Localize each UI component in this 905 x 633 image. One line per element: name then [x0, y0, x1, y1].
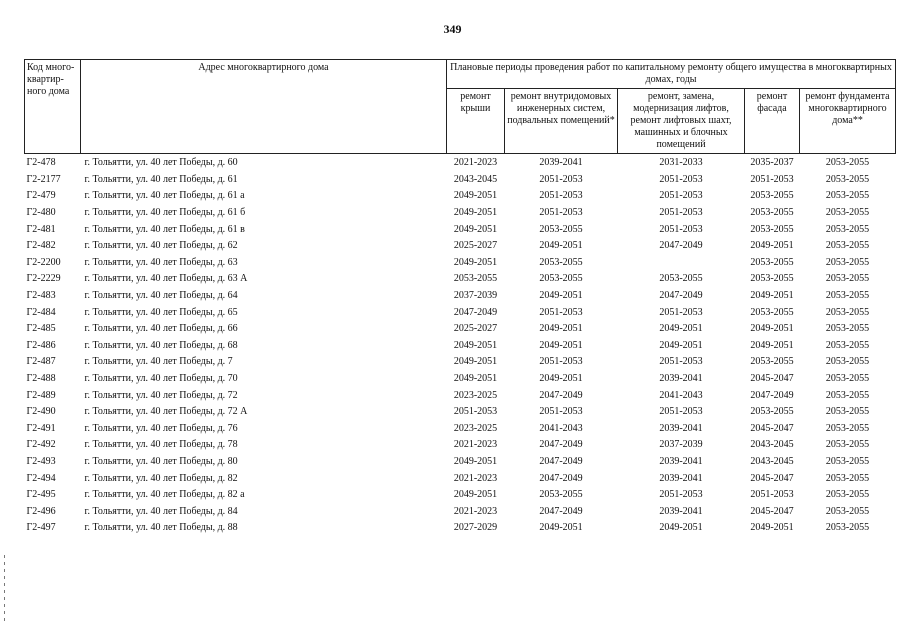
- table-row: [25, 304, 896, 321]
- cell-systems: 2049-2051: [539, 240, 583, 252]
- cell-address: г. Тольятти, ул. 40 лет Победы, д. 72 А: [84, 406, 248, 418]
- cell-foundation: 2053-2055: [825, 422, 870, 434]
- table-row: [25, 437, 896, 454]
- cell-code: Г2-487: [26, 356, 56, 368]
- cell-facade: 2049-2051: [750, 323, 794, 335]
- cell-code: Г2-492: [26, 439, 56, 451]
- cell-facade: 2051-2053: [750, 173, 794, 185]
- cell-address: г. Тольятти, ул. 40 лет Победы, д. 82 а: [84, 489, 245, 501]
- cell-foundation: 2053-2055: [825, 223, 870, 235]
- cell-roof: 2025-2027: [453, 240, 498, 252]
- cell-roof: 2049-2051: [453, 356, 498, 368]
- cell-facade: 2045-2047: [750, 472, 794, 484]
- cell-foundation: 2053-2055: [825, 389, 870, 401]
- cell-foundation: 2053-2055: [825, 173, 870, 185]
- cell-code: Г2-2229: [26, 273, 61, 285]
- cell-foundation: 2053-2055: [825, 190, 870, 202]
- cell-lifts: 2051-2053: [659, 406, 703, 418]
- cell-foundation: 2053-2055: [825, 273, 870, 285]
- table-row: [25, 338, 896, 355]
- cell-facade: 2043-2045: [750, 455, 794, 467]
- cell-roof: 2049-2051: [453, 455, 498, 467]
- cell-roof: 2051-2053: [453, 406, 498, 418]
- cell-lifts: 2047-2049: [659, 240, 703, 252]
- cell-lifts: 2051-2053: [659, 207, 703, 219]
- cell-code: Г2-479: [26, 190, 56, 202]
- cell-roof: 2049-2051: [453, 190, 498, 202]
- cell-foundation: 2053-2055: [825, 323, 870, 335]
- cell-lifts: 2051-2053: [659, 489, 703, 501]
- cell-roof: 2025-2027: [453, 323, 498, 335]
- cell-lifts: 2051-2053: [659, 356, 703, 368]
- table-row: [25, 404, 896, 421]
- cell-foundation: 2053-2055: [825, 256, 870, 268]
- cell-roof: 2023-2025: [453, 422, 498, 434]
- table-row: [25, 454, 896, 471]
- capital-repair-table: [24, 59, 896, 537]
- header-lifts: ремонт, замена, модернизация лифтов, ремонт лифтовых шахт, машинных и блочных помещений: [618, 89, 745, 154]
- header-foundation: ремонт фундамента многоквартирного дома**: [800, 89, 896, 154]
- cell-systems: 2047-2049: [539, 505, 583, 517]
- cell-code: Г2-2177: [26, 173, 61, 185]
- header-code: Код много-квартир-ного дома: [25, 60, 81, 154]
- cell-address: г. Тольятти, ул. 40 лет Победы, д. 61 б: [84, 207, 246, 219]
- cell-systems: 2047-2049: [539, 455, 583, 467]
- cell-systems: 2051-2053: [539, 306, 583, 318]
- cell-systems: 2051-2053: [539, 356, 583, 368]
- cell-systems: 2049-2051: [539, 522, 583, 534]
- cell-systems: 2049-2051: [539, 323, 583, 335]
- cell-facade: 2035-2037: [750, 157, 794, 169]
- header-systems: ремонт внутридомовых инженерных систем, подвальных помещений*: [505, 89, 618, 154]
- table-row: [25, 421, 896, 438]
- cell-roof: 2049-2051: [453, 223, 498, 235]
- cell-foundation: 2053-2055: [825, 522, 870, 534]
- header-periods: Плановые периоды проведения работ по капитальному ремонту общего имущества в многоквартирных домах, годы: [447, 60, 896, 89]
- cell-systems: 2053-2055: [539, 489, 583, 501]
- cell-facade: 2049-2051: [750, 290, 794, 302]
- cell-code: Г2-491: [26, 422, 56, 434]
- cell-roof: 2049-2051: [453, 339, 498, 351]
- cell-foundation: 2053-2055: [825, 339, 870, 351]
- cell-address: г. Тольятти, ул. 40 лет Победы, д. 60: [84, 157, 238, 169]
- cell-lifts: [618, 255, 745, 272]
- cell-code: Г2-495: [26, 489, 56, 501]
- table-row: [25, 487, 896, 504]
- cell-address: г. Тольятти, ул. 40 лет Победы, д. 63: [84, 256, 238, 268]
- cell-foundation: 2053-2055: [825, 373, 870, 385]
- cell-address: г. Тольятти, ул. 40 лет Победы, д. 61: [84, 173, 238, 185]
- cell-facade: 2053-2055: [750, 223, 794, 235]
- cell-foundation: 2053-2055: [825, 157, 870, 169]
- cell-code: Г2-488: [26, 373, 56, 385]
- table-row: [25, 271, 896, 288]
- table-row: [25, 354, 896, 371]
- table-row: [25, 205, 896, 222]
- cell-systems: 2053-2055: [539, 223, 583, 235]
- cell-address: г. Тольятти, ул. 40 лет Победы, д. 61 а: [84, 190, 245, 202]
- cell-roof: 2023-2025: [453, 389, 498, 401]
- cell-facade: 2049-2051: [750, 339, 794, 351]
- cell-facade: 2045-2047: [750, 422, 794, 434]
- cell-foundation: 2053-2055: [825, 489, 870, 501]
- cell-foundation: 2053-2055: [825, 505, 870, 517]
- cell-foundation: 2053-2055: [825, 406, 870, 418]
- cell-lifts: 2041-2043: [659, 389, 703, 401]
- cell-foundation: 2053-2055: [825, 207, 870, 219]
- table-row: [25, 255, 896, 272]
- cell-code: Г2-486: [26, 339, 56, 351]
- table-row: [25, 238, 896, 255]
- cell-foundation: 2053-2055: [825, 472, 870, 484]
- cell-facade: 2053-2055: [750, 406, 794, 418]
- cell-foundation: 2053-2055: [825, 356, 870, 368]
- cell-address: г. Тольятти, ул. 40 лет Победы, д. 84: [84, 505, 238, 517]
- table-body: [25, 154, 896, 537]
- cell-address: г. Тольятти, ул. 40 лет Победы, д. 64: [84, 290, 238, 302]
- cell-address: г. Тольятти, ул. 40 лет Победы, д. 88: [84, 522, 238, 534]
- cell-code: Г2-494: [26, 472, 56, 484]
- cell-code: Г2-484: [26, 306, 56, 318]
- cell-code: Г2-483: [26, 290, 56, 302]
- cell-foundation: 2053-2055: [825, 240, 870, 252]
- cell-lifts: 2049-2051: [659, 339, 703, 351]
- cell-systems: 2051-2053: [539, 207, 583, 219]
- cell-lifts: 2039-2041: [659, 422, 703, 434]
- cell-lifts: 2049-2051: [659, 323, 703, 335]
- cell-address: г. Тольятти, ул. 40 лет Победы, д. 68: [84, 339, 238, 351]
- cell-address: г. Тольятти, ул. 40 лет Победы, д. 62: [84, 240, 238, 252]
- cell-code: Г2-489: [26, 389, 56, 401]
- table-row: [25, 387, 896, 404]
- cell-facade: 2053-2055: [750, 207, 794, 219]
- cell-systems: 2039-2041: [539, 157, 583, 169]
- cell-systems: 2047-2049: [539, 439, 583, 451]
- cell-systems: 2053-2055: [539, 256, 583, 268]
- cell-address: г. Тольятти, ул. 40 лет Победы, д. 76: [84, 422, 238, 434]
- cell-lifts: 2039-2041: [659, 373, 703, 385]
- cell-systems: 2047-2049: [539, 472, 583, 484]
- cell-roof: 2049-2051: [453, 207, 498, 219]
- cell-roof: 2021-2023: [453, 472, 498, 484]
- cell-roof: 2021-2023: [453, 505, 498, 517]
- cell-facade: 2049-2051: [750, 522, 794, 534]
- cell-address: г. Тольятти, ул. 40 лет Победы, д. 63 А: [84, 273, 248, 285]
- header-facade: ремонт фасада: [745, 89, 800, 154]
- table-row: [25, 503, 896, 520]
- cell-lifts: 2051-2053: [659, 173, 703, 185]
- cell-roof: 2049-2051: [453, 489, 498, 501]
- cell-systems: 2049-2051: [539, 290, 583, 302]
- cell-systems: 2047-2049: [539, 389, 583, 401]
- table-row: [25, 188, 896, 205]
- table-row: [25, 221, 896, 238]
- cell-roof: 2047-2049: [453, 306, 498, 318]
- cell-roof: 2049-2051: [453, 373, 498, 385]
- cell-address: г. Тольятти, ул. 40 лет Победы, д. 82: [84, 472, 238, 484]
- header-roof: ремонт крыши: [447, 89, 505, 154]
- cell-foundation: 2053-2055: [825, 439, 870, 451]
- cell-code: Г2-497: [26, 522, 56, 534]
- cell-foundation: 2053-2055: [825, 290, 870, 302]
- cell-systems: 2049-2051: [539, 373, 583, 385]
- cell-code: Г2-496: [26, 505, 56, 517]
- cell-facade: 2045-2047: [750, 373, 794, 385]
- table-header: [25, 60, 896, 154]
- table-row: [25, 371, 896, 388]
- cell-systems: 2053-2055: [539, 273, 583, 285]
- cell-facade: 2053-2055: [750, 190, 794, 202]
- cell-roof: 2027-2029: [453, 522, 498, 534]
- cell-facade: 2053-2055: [750, 273, 794, 285]
- cell-code: Г2-493: [26, 455, 56, 467]
- cell-facade: 2045-2047: [750, 505, 794, 517]
- cell-code: Г2-482: [26, 240, 56, 252]
- cell-address: г. Тольятти, ул. 40 лет Победы, д. 78: [84, 439, 238, 451]
- cell-roof: 2053-2055: [453, 273, 498, 285]
- cell-facade: 2047-2049: [750, 389, 794, 401]
- cell-lifts: 2047-2049: [659, 290, 703, 302]
- cell-address: г. Тольятти, ул. 40 лет Победы, д. 70: [84, 373, 238, 385]
- cell-address: г. Тольятти, ул. 40 лет Победы, д. 7: [84, 356, 233, 368]
- cell-roof: 2021-2023: [453, 157, 498, 169]
- cell-systems: 2049-2051: [539, 339, 583, 351]
- table-row: [25, 470, 896, 487]
- cell-lifts: 2049-2051: [659, 522, 703, 534]
- cell-address: г. Тольятти, ул. 40 лет Победы, д. 61 в: [84, 223, 245, 235]
- cell-address: г. Тольятти, ул. 40 лет Победы, д. 80: [84, 455, 238, 467]
- cell-facade: 2043-2045: [750, 439, 794, 451]
- cell-lifts: 2039-2041: [659, 505, 703, 517]
- cell-address: г. Тольятти, ул. 40 лет Победы, д. 72: [84, 389, 238, 401]
- cell-roof: 2021-2023: [453, 439, 498, 451]
- table-row: [25, 520, 896, 537]
- cell-foundation: 2053-2055: [825, 455, 870, 467]
- cell-lifts: 2031-2033: [659, 157, 703, 169]
- cell-code: Г2-485: [26, 323, 56, 335]
- cell-systems: 2051-2053: [539, 406, 583, 418]
- cell-roof: 2043-2045: [453, 173, 498, 185]
- cell-lifts: 2039-2041: [659, 472, 703, 484]
- cell-roof: 2049-2051: [453, 256, 498, 268]
- cell-systems: 2051-2053: [539, 190, 583, 202]
- cell-foundation: 2053-2055: [825, 306, 870, 318]
- cell-code: Г2-481: [26, 223, 56, 235]
- table-row: [25, 172, 896, 189]
- scan-edge-mark: [4, 555, 5, 625]
- cell-lifts: 2051-2053: [659, 223, 703, 235]
- table-row: [25, 154, 896, 172]
- cell-lifts: 2051-2053: [659, 306, 703, 318]
- cell-systems: 2041-2043: [539, 422, 583, 434]
- cell-address: г. Тольятти, ул. 40 лет Победы, д. 65: [84, 306, 238, 318]
- cell-systems: 2051-2053: [539, 173, 583, 185]
- cell-code: Г2-480: [26, 207, 56, 219]
- cell-lifts: 2053-2055: [659, 273, 703, 285]
- table-row: [25, 288, 896, 305]
- header-address: Адрес многоквартирного дома: [81, 60, 447, 154]
- cell-address: г. Тольятти, ул. 40 лет Победы, д. 66: [84, 323, 238, 335]
- cell-lifts: 2039-2041: [659, 455, 703, 467]
- cell-code: Г2-490: [26, 406, 56, 418]
- cell-lifts: 2051-2053: [659, 190, 703, 202]
- page-number: 349: [443, 22, 462, 36]
- cell-roof: 2037-2039: [453, 290, 498, 302]
- cell-lifts: 2037-2039: [659, 439, 703, 451]
- cell-facade: 2049-2051: [750, 240, 794, 252]
- cell-code: Г2-478: [26, 157, 56, 169]
- cell-facade: 2051-2053: [750, 489, 794, 501]
- cell-code: Г2-2200: [26, 256, 61, 268]
- table-row: [25, 321, 896, 338]
- cell-facade: 2053-2055: [750, 356, 794, 368]
- cell-facade: 2053-2055: [750, 306, 794, 318]
- cell-facade: 2053-2055: [750, 256, 794, 268]
